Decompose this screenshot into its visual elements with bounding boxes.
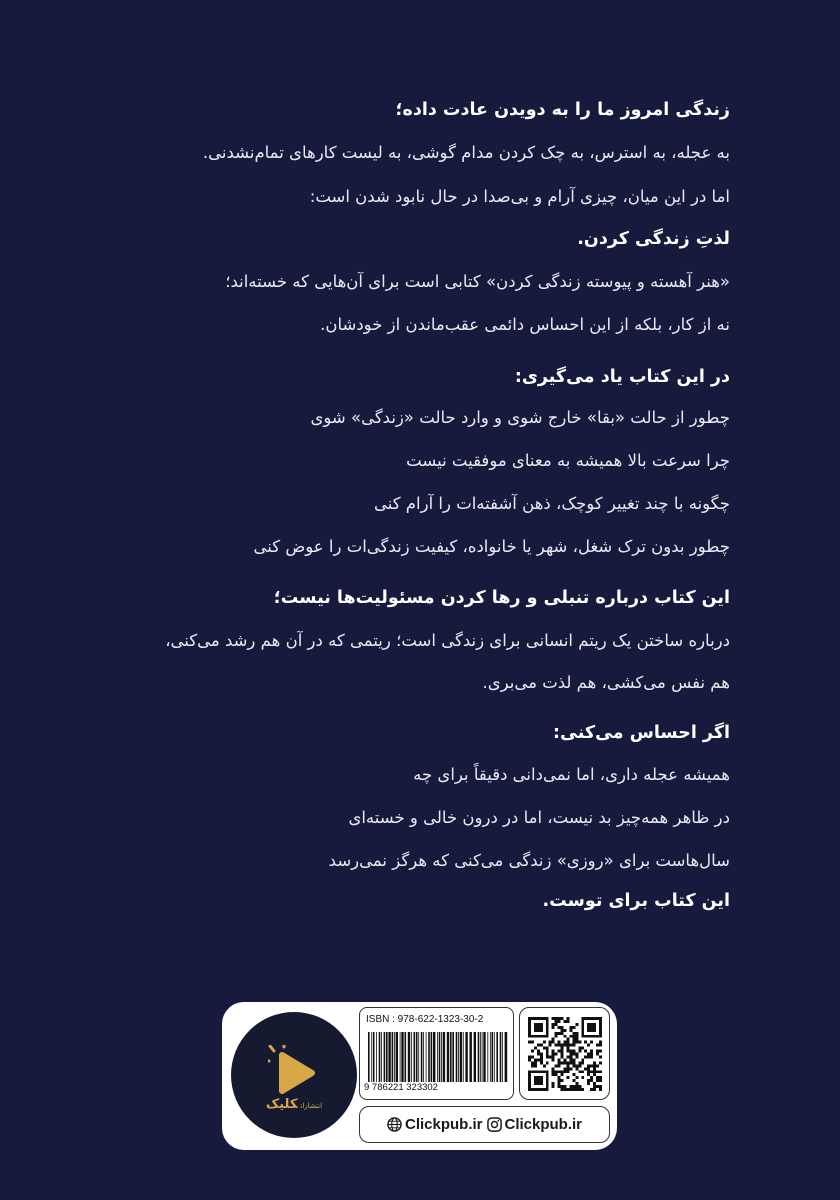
instagram-link[interactable]: [487, 1116, 583, 1133]
intro-heading: زندگی امروز ما را به دویدن عادت داده؛: [395, 100, 730, 120]
instagram-text: Clickpub.ir: [504, 1116, 583, 1133]
feel-item: در ظاهر همه‌چیز بد نیست، اما در درون خالی و خسته‌ای: [348, 808, 730, 827]
if-you-feel-heading: اگر احساس می‌کنی:: [553, 723, 730, 743]
not-about-heading: این کتاب درباره تنبلی و رها کردن مسئولیت‌ها نیست؛: [273, 588, 730, 608]
learn-heading: در این کتاب یاد می‌گیری:: [514, 367, 730, 387]
play-logo-icon: [268, 1045, 320, 1097]
barcode-icon: [368, 1032, 508, 1082]
publisher-logo-text: انتشاراتکلیک: [265, 1097, 323, 1112]
qr-code-icon: [528, 1017, 602, 1091]
learn-item: چطور بدون ترک شغل، شهر یا خانواده، کیفیت زندگی‌ات را عوض کنی: [253, 537, 730, 556]
body-line: به عجله، به استرس، به چک کردن مدام گوشی، به لیست کارهای تمام‌نشدنی.: [202, 143, 730, 162]
learn-item: چگونه با چند تغییر کوچک، ذهن آشفته‌ات را آرام کنی: [373, 494, 730, 513]
isbn-label: ISBN : 978-622-1323-30-2: [366, 1014, 484, 1025]
publisher-logo: [231, 1012, 357, 1138]
publisher-info-panel: [222, 1002, 617, 1150]
qr-code-box: [519, 1007, 610, 1100]
body-line: هم نفس می‌کشی، هم لذت می‌بری.: [482, 673, 730, 692]
body-line: درباره ساختن یک ریتم انسانی برای زندگی است؛ ریتمی که در آن هم رشد می‌کنی،: [165, 631, 730, 650]
barcode-number: 9 786221 323302: [364, 1082, 438, 1093]
highlight-line: لذتِ زندگی کردن.: [577, 229, 730, 249]
publisher-links: [359, 1106, 610, 1143]
isbn-barcode-box: [359, 1007, 514, 1100]
website-link[interactable]: [387, 1116, 483, 1133]
feel-item: سال‌هاست برای «روزی» زندگی می‌کنی که هرگز نمی‌رسد: [328, 851, 730, 870]
body-line: نه از کار، بلکه از این احساس دائمی عقب‌ماندن از خودشان.: [320, 315, 730, 334]
body-line: اما در این میان، چیزی آرام و بی‌صدا در حال نابود شدن است:: [309, 187, 730, 206]
closing-line: این کتاب برای توست.: [542, 891, 730, 911]
learn-item: چطور از حالت «بقا» خارج شوی و وارد حالت «زندگی» شوی: [310, 408, 730, 427]
feel-item: همیشه عجله داری، اما نمی‌دانی دقیقاً برای چه: [413, 765, 730, 784]
instagram-icon: [487, 1117, 502, 1132]
learn-item: چرا سرعت بالا همیشه به معنای موفقیت نیست: [406, 451, 730, 470]
globe-icon: [387, 1117, 402, 1132]
body-line: «هنر آهسته و پیوسته زندگی کردن» کتابی است برای آن‌هایی که خسته‌اند؛: [225, 272, 730, 291]
website-text: Clickpub.ir: [404, 1116, 483, 1133]
